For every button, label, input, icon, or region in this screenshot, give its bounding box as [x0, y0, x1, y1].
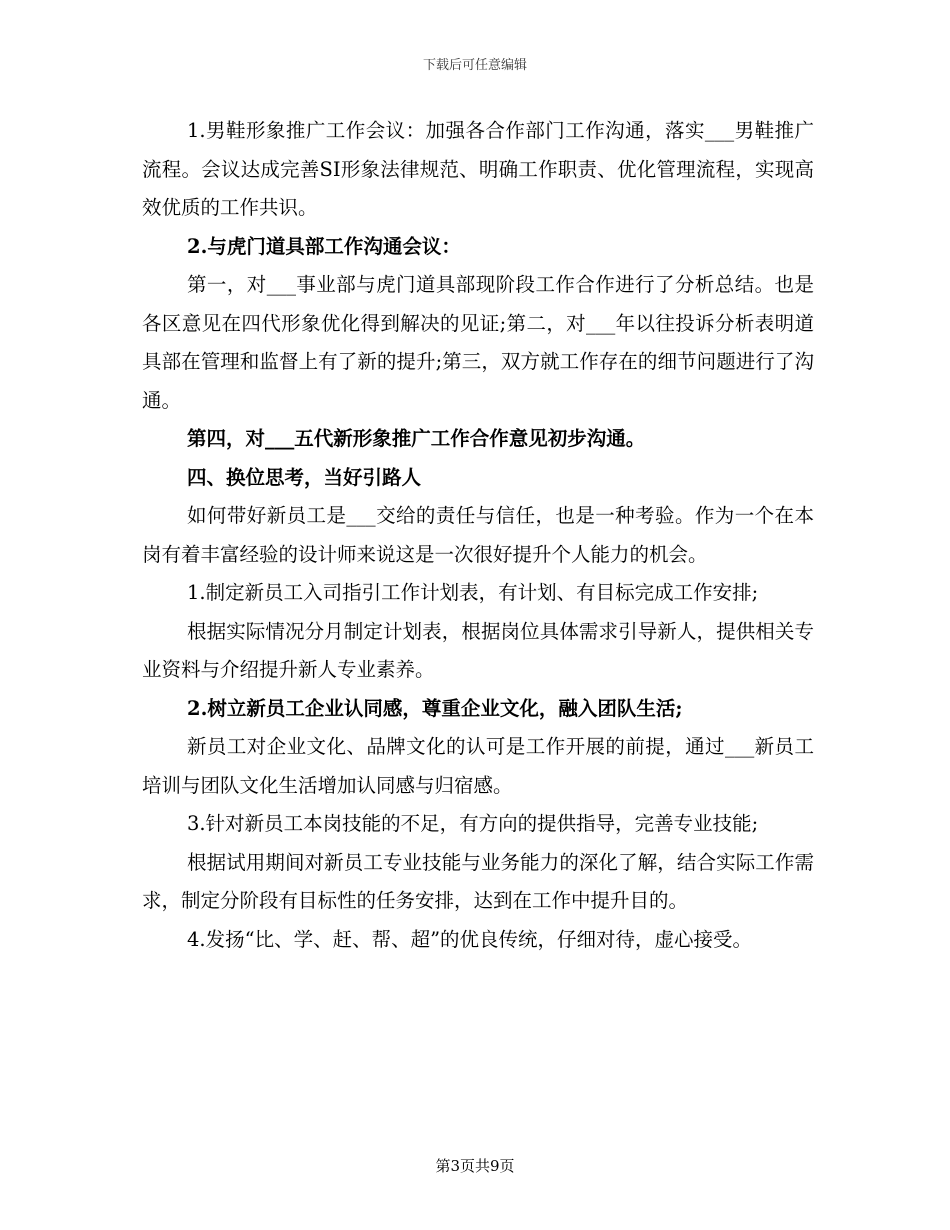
page-header: 下载后可任意编辑 — [422, 58, 527, 73]
paragraph-1: 1.男鞋形象推广工作会议：加强各合作部门工作沟通，落实___男鞋推广流程。会议达成完善SI形象法律规范、明确工作职责、优化管理流程，实现高效优质的工作共识。 — [142, 119, 814, 219]
paragraph-12: 根据试用期间对新员工专业技能与业务能力的深化了解，结合实际工作需求，制定分阶段有目标性的任务安排，达到在工作中提升目的。 — [142, 850, 814, 912]
paragraph-11: 3.针对新员工本岗技能的不足，有方向的提供指导，完善专业技能; — [187, 812, 759, 835]
paragraph-2-heading: 2.与虎门道具部工作沟通会议： — [187, 234, 461, 258]
paragraph-7: 1.制定新员工入司指引工作计划表，有计划、有目标完成工作安排; — [187, 581, 759, 604]
paragraph-13: 4.发扬“比、学、赶、帮、超”的优良传统，仔细对待，虚心接受。 — [187, 927, 753, 951]
paragraph-9-bold: 2.树立新员工企业认同感，尊重企业文化，融入团队生活; — [187, 696, 683, 720]
paragraph-3: 第一，对___事业部与虎门道具部现阶段工作合作进行了分析总结。也是各区意见在四代形象优化得到解决的见证;第二，对___年以往投诉分析表明道具部在管理和监督上有了新的提升;第三，双方就工作存在的细节问题进行了沟通。 — [142, 273, 814, 412]
page-footer: 第3页共9页 — [435, 1157, 515, 1175]
paragraph-8: 根据实际情况分月制定计划表，根据岗位具体需求引导新人，提供相关专业资料与介绍提升新人专业素养。 — [142, 619, 814, 681]
document-body — [142, 112, 814, 959]
paragraph-10: 新员工对企业文化、品牌文化的认可是工作开展的前提，通过___新员工培训与团队文化生活增加认同感与归宿感。 — [142, 735, 814, 797]
section-heading-4: 四、换位思考，当好引路人 — [187, 465, 422, 489]
paragraph-6: 如何带好新员工是___交给的责任与信任，也是一种考验。作为一个在本岗有着丰富经验的设计师来说这是一次很好提升个人能力的机会。 — [142, 504, 814, 566]
paragraph-4-bold: 第四，对___五代新形象推广工作合作意见初步沟通。 — [187, 427, 646, 450]
